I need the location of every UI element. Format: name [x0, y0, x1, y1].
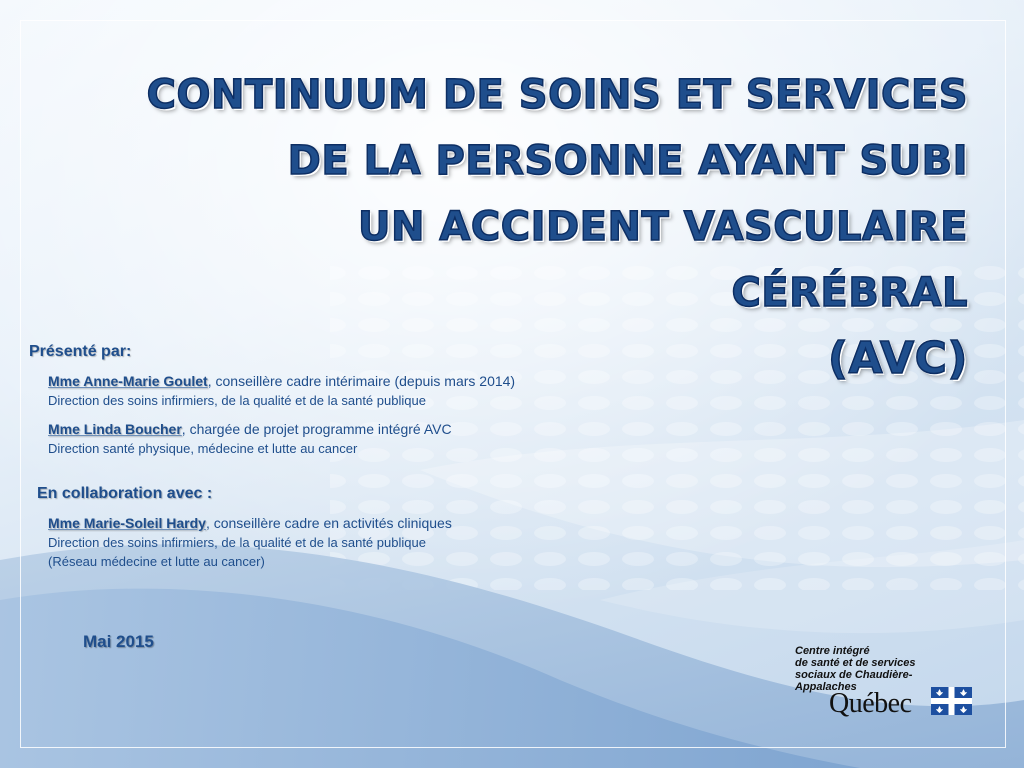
presenter-2-name: Mme Linda Boucher — [48, 421, 182, 437]
presented-heading: Présenté par: — [29, 343, 132, 360]
presenter-1-name: Mme Anne-Marie Goulet — [48, 373, 208, 389]
title-line-1: CONTINUUM DE SOINS ET SERVICES — [146, 72, 968, 118]
cisss-line-4: Appalaches — [795, 681, 857, 693]
presenter-2 — [48, 419, 452, 458]
cisss-line-3: sociaux de Chaudière- — [795, 669, 913, 681]
presenter-2-dept: Direction santé physique, médecine et lutte au cancer — [48, 441, 358, 456]
slide-title — [108, 62, 968, 392]
title-line-2: DE LA PERSONNE AYANT SUBI — [287, 138, 968, 184]
presenter-1-dept: Direction des soins infirmiers, de la qualité et de la santé publique — [48, 393, 426, 408]
cisss-line-1: Centre intégré — [795, 645, 870, 657]
collaborator — [48, 513, 452, 571]
title-line-4: (AVC) — [827, 333, 968, 384]
collaborator-name: Mme Marie-Soleil Hardy — [48, 515, 206, 531]
collaborator-dept-2: (Réseau médecine et lutte au cancer) — [48, 554, 265, 569]
collab-heading: En collaboration avec : — [37, 485, 213, 502]
fleurdelise-flag-icon — [931, 687, 972, 715]
presenter-1-role: , conseillère cadre intérimaire (depuis mars 2014) — [207, 373, 516, 389]
collaborator-role: , conseillère cadre en activités cliniques — [205, 515, 452, 531]
cisss-logo-text — [795, 645, 955, 693]
presenter-2-role: , chargée de projet programme intégré AVC — [181, 421, 452, 437]
cisss-line-2: de santé et de services — [795, 657, 916, 669]
presentation-date: Mai 2015 — [83, 632, 154, 651]
collaborator-dept-1: Direction des soins infirmiers, de la qualité et de la santé publique — [48, 535, 426, 550]
quebec-wordmark: Québec — [829, 688, 912, 719]
presenter-1 — [48, 371, 515, 410]
title-line-3: UN ACCIDENT VASCULAIRE CÉRÉBRAL — [358, 204, 968, 316]
